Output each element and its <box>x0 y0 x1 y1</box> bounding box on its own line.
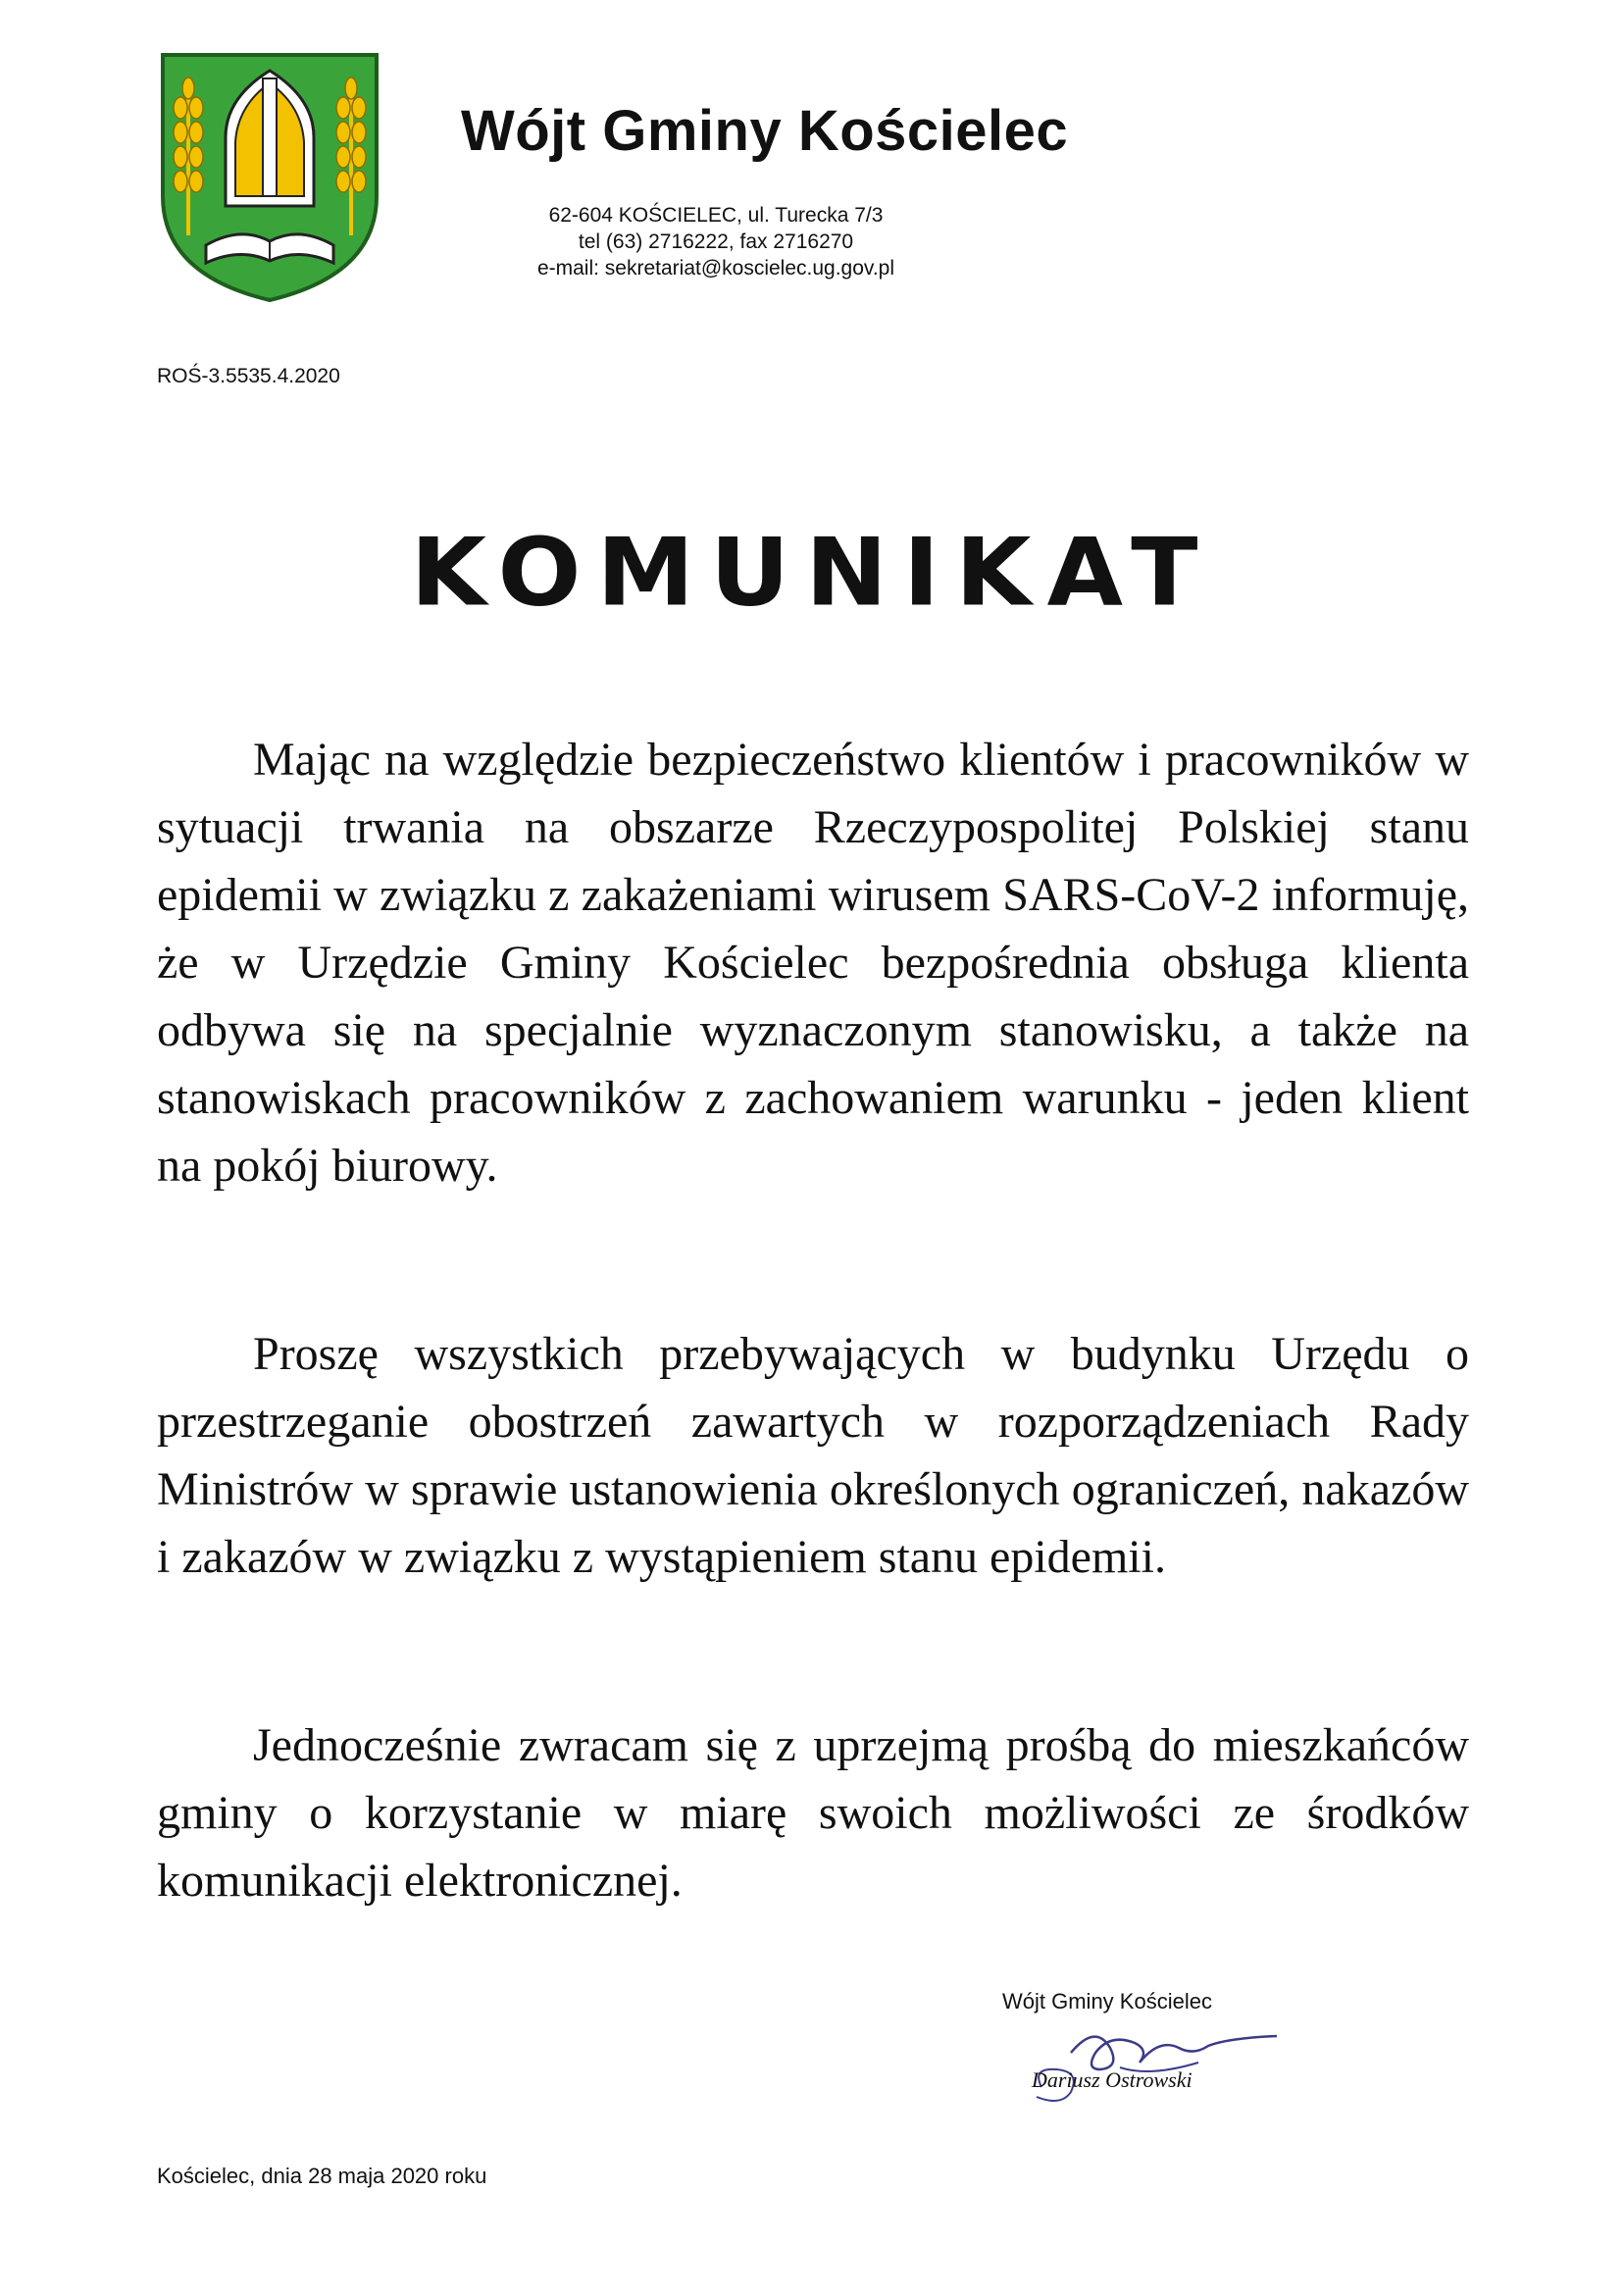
reference-number: ROŚ-3.5535.4.2020 <box>157 365 340 387</box>
email-line: e-mail: sekretariat@koscielec.ug.gov.pl <box>536 257 895 280</box>
signatory-role: Wójt Gminy Kościelec <box>1002 1989 1212 2014</box>
paragraph-text: Proszę wszystkich przebywających w budynku Urzędu o przestrzeganie obostrzeń zawartych w rozporządzeniach Rady Ministrów w sprawie ustanowienia określonych ograniczeń, nakazów i zakazów w związku z wystąpieniem stanu epidemii. <box>157 1328 1469 1583</box>
paragraph-1 <box>157 726 1469 1199</box>
signatory-name: Dariusz Ostrowski <box>1032 2067 1193 2092</box>
coat-of-arms-icon <box>157 49 382 306</box>
document-title: KOMUNIKAT <box>410 517 1214 628</box>
address-line: 62-604 KOŚCIELEC, ul. Turecka 7/3 <box>548 204 884 227</box>
office-title: Wójt Gminy Kościelec <box>461 99 1069 163</box>
paragraph-2 <box>157 1320 1469 1591</box>
phone-line: tel (63) 2716222, fax 2716270 <box>578 230 854 253</box>
address-block <box>471 202 961 281</box>
date-line: Kościelec, dnia 28 maja 2020 roku <box>157 2164 487 2188</box>
signature-block <box>1002 1989 1395 2116</box>
paragraph-3 <box>157 1711 1469 1914</box>
paragraph-text: Jednocześnie zwracam się z uprzejmą prośbą do mieszkańców gminy o korzystanie w miarę swoich możliwości ze środków komunikacji elektronicznej. <box>157 1719 1469 1907</box>
paragraph-text: Mając na względzie bezpieczeństwo klientów i pracowników w sytuacji trwania na obszarze Rzeczypospolitej Polskiej stanu epidemii w związku z zakażeniami wirusem SARS-CoV-2 informuję, że w Urzędzie Gminy Kościelec bezpośrednia obsługa klienta odbywa się na specjalnie wyznaczonym stanowisku, a także na stanowiskach pracowników z zachowaniem warunku - jeden klient na pokój biurowy. <box>157 734 1469 1192</box>
